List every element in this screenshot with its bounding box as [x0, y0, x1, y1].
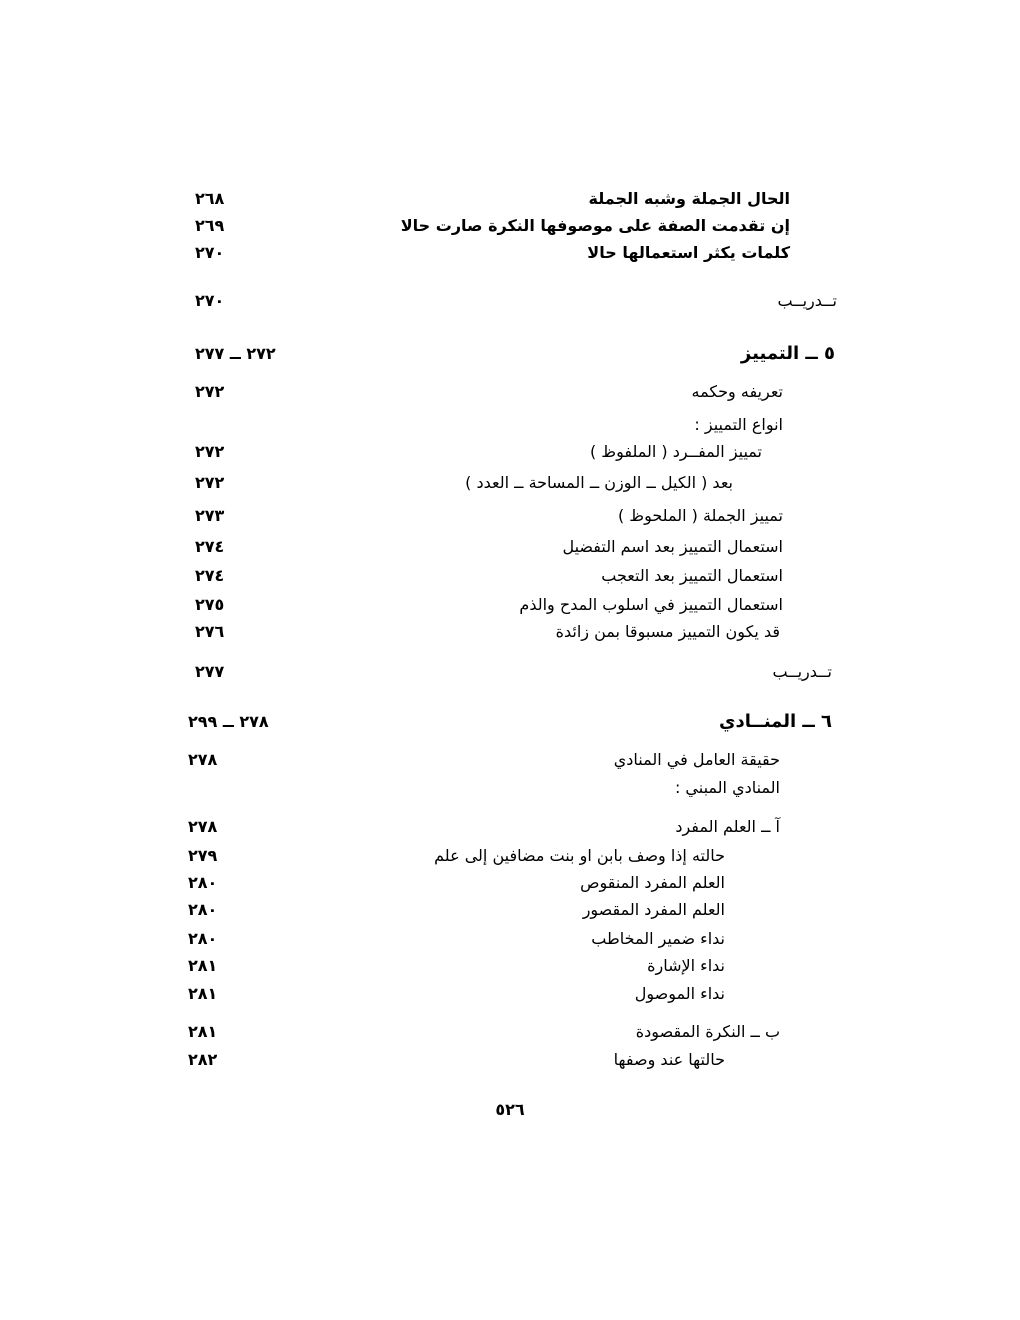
toc-entry	[0, 869, 1020, 897]
toc-entry	[0, 813, 1020, 841]
section-page-range: ٢٧٢ ــ ٢٧٧	[195, 344, 276, 363]
entry-page-number: ٢٧٧	[195, 662, 225, 681]
entry-title: تــدريــب	[777, 291, 837, 310]
entry-page-number: ٢٧٢	[195, 442, 225, 461]
toc-entry	[0, 212, 1020, 240]
entry-page-number: ٢٧٦	[195, 622, 225, 641]
toc-section-heading	[0, 340, 1020, 368]
entry-title: تمييز المفــرد ( الملفوظ )	[589, 442, 762, 461]
entry-page-number: ٢٧٢	[195, 382, 225, 401]
entry-page-number: ٢٧٤	[195, 537, 225, 556]
toc-entry	[0, 618, 1020, 646]
entry-page-number: ٢٧٢	[195, 473, 225, 492]
toc-entry-exercise	[0, 658, 1020, 686]
toc-subheading	[0, 411, 1020, 439]
toc-entry	[0, 469, 1020, 497]
entry-title: بعد ( الكيل ــ الوزن ــ المساحة ــ العدد )	[465, 473, 733, 492]
entry-title: ب ــ النكرة المقصودة	[635, 1022, 780, 1041]
toc-entry	[0, 952, 1020, 980]
toc-subheading	[0, 774, 1020, 802]
entry-title: الحال الجملة وشبه الجملة	[588, 189, 790, 208]
entry-title: انواع التمييز :	[694, 415, 783, 434]
toc-entry-exercise	[0, 287, 1020, 315]
page-number-footer: ٥٢٦	[495, 1100, 525, 1119]
entry-title: المنادي المبني :	[674, 778, 780, 797]
toc-entry	[0, 185, 1020, 213]
toc-entry	[0, 239, 1020, 267]
toc-entry	[0, 378, 1020, 406]
entry-title: إن تقدمت الصفة على موصوفها النكرة صارت حالا	[400, 216, 790, 235]
entry-page-number: ٢٨٢	[188, 1050, 218, 1069]
entry-title: قد يكون التمييز مسبوقا بمن زائدة	[555, 622, 780, 641]
entry-title: تــدريــب	[772, 662, 832, 681]
entry-title: تعريفه وحكمه	[691, 382, 783, 401]
entry-page-number: ٢٧٩	[188, 846, 218, 865]
entry-page-number: ٢٧٠	[195, 291, 225, 310]
section-title: ٦ ــ المنــادي	[719, 711, 832, 732]
entry-page-number: ٢٧٨	[188, 750, 218, 769]
toc-entry	[0, 1018, 1020, 1046]
entry-title: نداء ضمير المخاطب	[591, 929, 725, 948]
entry-title: نداء الموصول	[634, 984, 725, 1003]
entry-title: آ ــ العلم المفرد	[675, 817, 780, 836]
toc-entry	[0, 502, 1020, 530]
toc-entry	[0, 842, 1020, 870]
entry-page-number: ٢٦٨	[195, 189, 225, 208]
entry-page-number: ٢٨١	[188, 1022, 218, 1041]
toc-entry	[0, 980, 1020, 1008]
entry-title: نداء الإشارة	[647, 956, 725, 975]
entry-page-number: ٢٨٠	[188, 873, 218, 892]
toc-entry	[0, 1046, 1020, 1074]
entry-page-number: ٢٧٣	[195, 506, 225, 525]
entry-title: استعمال التمييز بعد اسم التفضيل	[562, 537, 783, 556]
entry-title: استعمال التمييز بعد التعجب	[601, 566, 783, 585]
entry-page-number: ٢٧٠	[195, 243, 225, 262]
entry-title: حقيقة العامل في المنادي	[613, 750, 780, 769]
entry-page-number: ٢٦٩	[195, 216, 225, 235]
toc-section-heading	[0, 708, 1020, 736]
toc-entry	[0, 925, 1020, 953]
entry-title: تمييز الجملة ( الملحوظ )	[617, 506, 783, 525]
entry-page-number: ٢٨١	[188, 984, 218, 1003]
entry-title: حالته إذا وصف بابن او بنت مضافين إلى علم	[434, 846, 725, 865]
entry-title: حالتها عند وصفها	[613, 1050, 725, 1069]
entry-page-number: ٢٧٥	[195, 595, 225, 614]
entry-page-number: ٢٧٤	[195, 566, 225, 585]
section-page-range: ٢٧٨ ــ ٢٩٩	[188, 712, 269, 731]
toc-entry	[0, 533, 1020, 561]
section-title: ٥ ــ التمييز	[740, 343, 835, 364]
entry-page-number: ٢٨٠	[188, 900, 218, 919]
toc-entry	[0, 896, 1020, 924]
entry-title: العلم المفرد المنقوص	[580, 873, 725, 892]
toc-entry	[0, 562, 1020, 590]
entry-title: العلم المفرد المقصور	[582, 900, 725, 919]
entry-page-number: ٢٨١	[188, 956, 218, 975]
entry-page-number: ٢٨٠	[188, 929, 218, 948]
entry-title: كلمات يكثر استعمالها حالا	[587, 243, 790, 262]
entry-page-number: ٢٧٨	[188, 817, 218, 836]
toc-entry	[0, 591, 1020, 619]
entry-title: استعمال التمييز في اسلوب المدح والذم	[519, 595, 783, 614]
toc-entry	[0, 438, 1020, 466]
toc-entry	[0, 746, 1020, 774]
